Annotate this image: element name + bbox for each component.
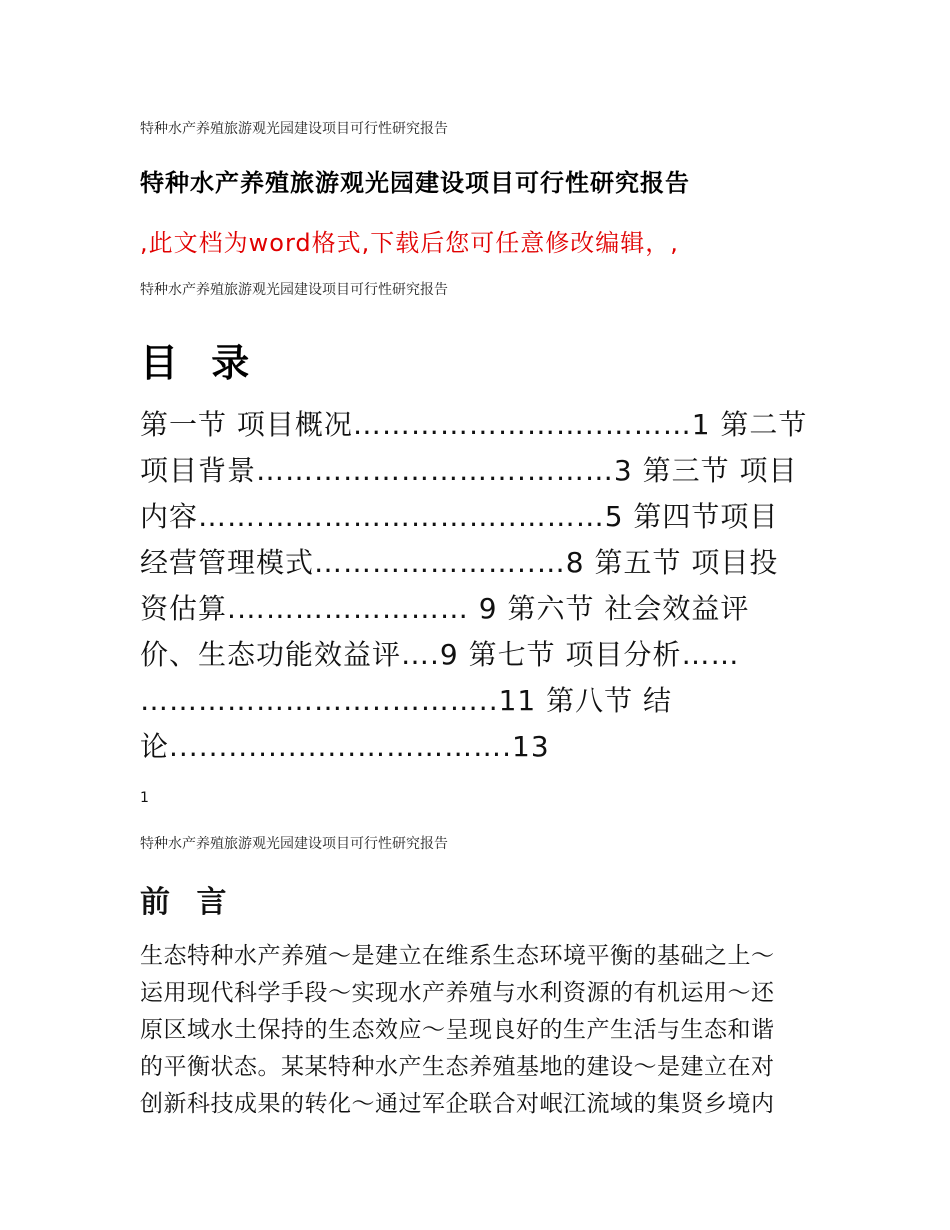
running-header: 特种水产养殖旅游观光园建设项目可行性研究报告 (140, 282, 448, 298)
toc-line: 第一节 项目概况……………………..………1 第二节 (140, 408, 808, 441)
table-of-contents (140, 402, 808, 770)
running-header: 特种水产养殖旅游观光园建设项目可行性研究报告 (140, 121, 448, 137)
page-number: 1 (140, 790, 149, 806)
preface-heading: 前 言 (140, 885, 235, 920)
preface-line: 运用现代科学手段～实现水产养殖与水利资源的有机运用～还 (140, 980, 775, 1006)
preface-body (140, 938, 810, 1123)
format-notice: ,此文档为word格式,下载后您可任意修改编辑，, (140, 229, 679, 257)
document-title: 特种水产养殖旅游观光园建设项目可行性研究报告 (140, 169, 690, 197)
toc-line: ……………………..………..11 第八节 结 (140, 684, 673, 717)
running-header: 特种水产养殖旅游观光园建设项目可行性研究报告 (140, 836, 448, 852)
preface-line: 创新科技成果的转化～通过军企联合对岷江流域的集贤乡境内 (140, 1091, 775, 1117)
preface-line: 原区域水土保持的生态效应～呈现良好的生产生活与生态和谐 (140, 1017, 775, 1043)
preface-line: 生态特种水产养殖～是建立在维系生态环境平衡的基础之上～ (140, 943, 775, 969)
preface-line: 的平衡状态。某某特种水产生态养殖基地的建设～是建立在对 (140, 1054, 775, 1080)
toc-line: 内容…….……………………..………5 第四节项目 (140, 500, 779, 533)
toc-line: 项目背景……………………….………3 第三节 项目 (140, 454, 798, 487)
toc-heading: 目 录 (140, 341, 260, 385)
toc-line: 资估算.…………………… 9 第六节 社会效益评 (140, 592, 750, 625)
toc-line: 经营管理模式…………………..…8 第五节 项目投 (140, 546, 779, 579)
toc-line: 论...................…………….13 (140, 730, 550, 763)
toc-line: 价、生态功能效益评….9 第七节 项目分析…… (140, 638, 740, 671)
